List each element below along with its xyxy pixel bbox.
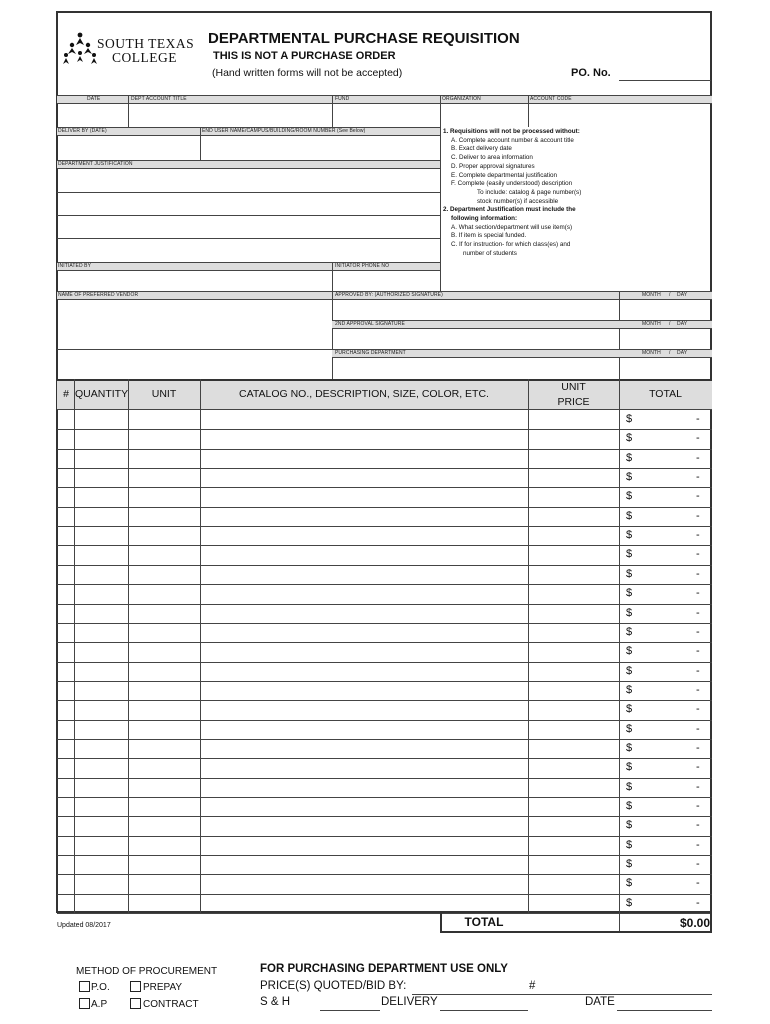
row-total-value: - [696,761,700,774]
account-code-field[interactable] [529,104,712,127]
instruction-line: C. If for instruction- for which class(es) and [451,241,571,249]
slash-label: / [669,321,671,327]
table-row[interactable] [57,565,712,584]
total-label: TOTAL [464,915,504,929]
table-row[interactable] [57,623,712,642]
instruction-line: B. If item is special funded. [451,232,527,240]
table-row[interactable] [57,526,712,545]
currency-symbol: $ [626,490,633,503]
table-row[interactable] [57,700,712,719]
currency-symbol: $ [626,838,633,851]
row-total-value: - [696,838,700,851]
instruction-line: F. Complete (easily understood) description [451,180,573,188]
currency-symbol: $ [626,741,633,754]
table-row[interactable] [57,662,712,681]
ap-checkbox[interactable] [79,998,90,1009]
instruction-line: E. Complete departmental justification [451,171,558,179]
currency-symbol: $ [626,819,633,832]
instruction-line: A. What section/department will use item(s) [451,223,573,231]
table-row[interactable] [57,584,712,603]
account-code-label: ACCOUNT CODE [530,96,572,102]
row-total-value: - [696,471,700,484]
delivery-field[interactable] [440,1010,528,1011]
approval-date-field[interactable] [620,300,712,320]
total-value: $0.00 [679,916,710,930]
prices-quoted-label: PRICE(S) QUOTED/BID BY: [260,980,407,992]
second-approval-label: 2ND APPROVAL SIGNATURE [335,321,405,327]
delivery-label: DELIVERY [381,996,438,1008]
row-total-value: - [696,413,700,425]
initiator-phone-field[interactable] [333,271,440,291]
fund-label: FUND [335,96,350,102]
initiated-by-label: INITIATED BY [58,263,92,269]
row-total-value: - [696,741,700,754]
instruction-line: number of students [463,249,517,257]
initiated-by-field[interactable] [57,271,332,291]
table-row[interactable] [57,874,712,893]
table-row[interactable] [57,487,712,506]
date-field[interactable] [57,104,128,127]
row-total-value: - [696,451,700,464]
currency-symbol: $ [626,471,633,484]
approved-by-field[interactable] [333,300,619,320]
currency-symbol: $ [626,413,633,425]
dept-account-title-field[interactable] [129,104,332,127]
table-row[interactable] [57,758,712,777]
bid-number-label: # [529,980,536,992]
po-checkbox[interactable] [79,981,90,992]
day-label: DAY [677,292,688,298]
end-user-label: END USER NAME/CAMPUS/BUILDING/ROOM NUMBER (See Below) [202,128,366,134]
po-number-field[interactable] [619,80,711,81]
row-total-value: - [696,432,700,445]
prepay-option-label: PREPAY [143,982,183,993]
month-label: MONTH [642,292,661,298]
instruction-line: 1. Requisitions will not be processed without: [443,128,580,135]
row-total-value: - [696,548,700,561]
col-quantity-header: QUANTITY [75,388,129,400]
table-row[interactable] [57,681,712,700]
instruction-line: C. Deliver to area information [451,154,533,162]
instruction-line: 2. Department Justification must include the [443,206,576,214]
table-row[interactable] [57,642,712,661]
instruction-line: B. Exact delivery date [451,145,512,153]
row-total-value: - [696,819,700,832]
prepay-checkbox[interactable] [130,981,141,992]
row-total-value: - [696,703,700,716]
dept-justification-label: DEPARTMENT JUSTIFICATION [58,161,133,167]
currency-symbol: $ [626,567,633,580]
sh-label: S & H [260,996,291,1008]
currency-symbol: $ [626,780,633,793]
row-total-value: - [696,858,700,871]
currency-symbol: $ [626,664,633,677]
purchasing-date-field[interactable] [620,358,712,379]
table-row[interactable] [57,778,712,797]
month-label: MONTH [642,321,661,327]
row-total-value: - [696,509,700,522]
row-total-value: - [696,722,700,735]
form-subtitle: THIS IS NOT A PURCHASE ORDER [213,50,396,62]
col-description-header: CATALOG NO., DESCRIPTION, SIZE, COLOR, ETC. [239,388,489,400]
ap-option-label: A.P [91,999,108,1010]
row-total-value: - [696,490,700,503]
row-total-value: - [696,664,700,677]
college-name-line2: COLLEGE [112,50,177,65]
col-total-header: TOTAL [649,388,682,400]
table-row[interactable] [57,507,712,526]
form-title: DEPARTMENTAL PURCHASE REQUISITION [208,30,520,47]
updated-date: Updated 08/2017 [57,922,111,929]
currency-symbol: $ [626,548,633,561]
fund-field[interactable] [333,104,440,127]
col-num-header: # [63,388,69,400]
currency-symbol: $ [626,683,633,696]
row-total-value: - [696,683,700,696]
date-label: DATE [87,96,101,102]
slash-label: / [669,350,671,356]
table-row[interactable] [57,410,712,429]
row-total-value: - [696,606,700,619]
organization-field[interactable] [441,104,528,127]
contract-option-label: CONTRACT [143,999,199,1010]
second-approval-date-field[interactable] [620,329,712,349]
purchasing-dept-label: PURCHASING DEPARTMENT [335,350,406,356]
row-total-value: - [696,625,700,638]
row-total-value: - [696,780,700,793]
deliver-by-field[interactable] [57,136,200,160]
day-label: DAY [677,350,688,356]
currency-symbol: $ [626,451,633,464]
currency-symbol: $ [626,645,633,658]
table-row[interactable] [57,797,712,816]
college-name-line1: SOUTH TEXAS [97,36,195,51]
currency-symbol: $ [626,625,633,638]
slash-label: / [669,292,671,298]
row-total-value: - [696,567,700,580]
currency-symbol: $ [626,509,633,522]
table-row[interactable] [57,468,712,487]
po-number-label: PO. No. [571,67,611,79]
table-row[interactable] [57,720,712,739]
currency-symbol: $ [626,529,633,542]
row-total-value: - [696,896,700,909]
handwritten-note: (Hand written forms will not be accepted) [212,67,403,79]
table-row[interactable] [57,429,712,448]
col-unit-header: UNIT [151,388,177,400]
table-row[interactable] [57,816,712,835]
end-user-field[interactable] [201,136,440,160]
currency-symbol: $ [626,722,633,735]
row-total-value: - [696,529,700,542]
table-row[interactable] [57,739,712,758]
currency-symbol: $ [626,606,633,619]
divider [57,349,332,350]
col-unit-price-header-line2: PRICE [557,396,590,408]
currency-symbol: $ [626,432,633,445]
purchasing-dept-field[interactable] [333,358,619,379]
method-of-procurement-label: METHOD OF PROCUREMENT [76,966,218,977]
table-row[interactable] [57,604,712,623]
table-row[interactable] [57,894,712,913]
row-total-value: - [696,645,700,658]
initiator-phone-label: INITIATOR PHONE NO [335,263,390,269]
preferred-vendor-field[interactable] [57,300,332,320]
purchasing-use-only-heading: FOR PURCHASING DEPARTMENT USE ONLY [260,963,508,975]
table-row[interactable] [57,545,712,564]
divider [440,127,441,291]
table-row[interactable] [57,449,712,468]
day-label: DAY [677,321,688,327]
sh-field[interactable] [320,1010,380,1011]
po-option-label: P.O. [91,982,110,993]
currency-symbol: $ [626,877,633,890]
instruction-line: To include: catalog & page number(s) [477,188,582,196]
instruction-line: stock number(s) if accessible [477,197,559,205]
footer-date-label: DATE [585,996,615,1008]
dept-justification-field[interactable] [57,169,440,262]
instruction-line: A. Complete account number & account title [451,136,574,144]
row-total-value: - [696,877,700,890]
contract-checkbox[interactable] [130,998,141,1009]
table-row[interactable] [57,836,712,855]
preferred-vendor-label: NAME OF PREFERRED VENDOR [58,292,139,298]
row-total-value: - [696,587,700,600]
footer-date-field[interactable] [617,1010,712,1011]
instructions-list [443,128,711,259]
currency-symbol: $ [626,587,633,600]
col-unit-price-header-line1: UNIT [561,381,586,393]
prices-quoted-field[interactable] [412,994,712,995]
instruction-line: following information: [451,215,518,223]
currency-symbol: $ [626,800,633,812]
currency-symbol: $ [626,761,633,774]
second-approval-field[interactable] [333,329,619,349]
college-logo-icon [62,31,98,67]
organization-label: ORGANIZATION [442,96,481,102]
deliver-by-label: DELIVER BY (DATE) [58,128,107,134]
currency-symbol: $ [626,896,633,909]
approved-by-label: APPROVED BY: (AUTHORIZED SIGNATURE) [335,292,443,298]
instruction-line: D. Proper approval signatures [451,162,535,170]
table-row[interactable] [57,855,712,874]
currency-symbol: $ [626,703,633,716]
row-total-value: - [696,800,700,812]
dept-account-title-label: DEPT ACCOUNT TITLE [131,96,187,102]
month-label: MONTH [642,350,661,356]
currency-symbol: $ [626,858,633,871]
